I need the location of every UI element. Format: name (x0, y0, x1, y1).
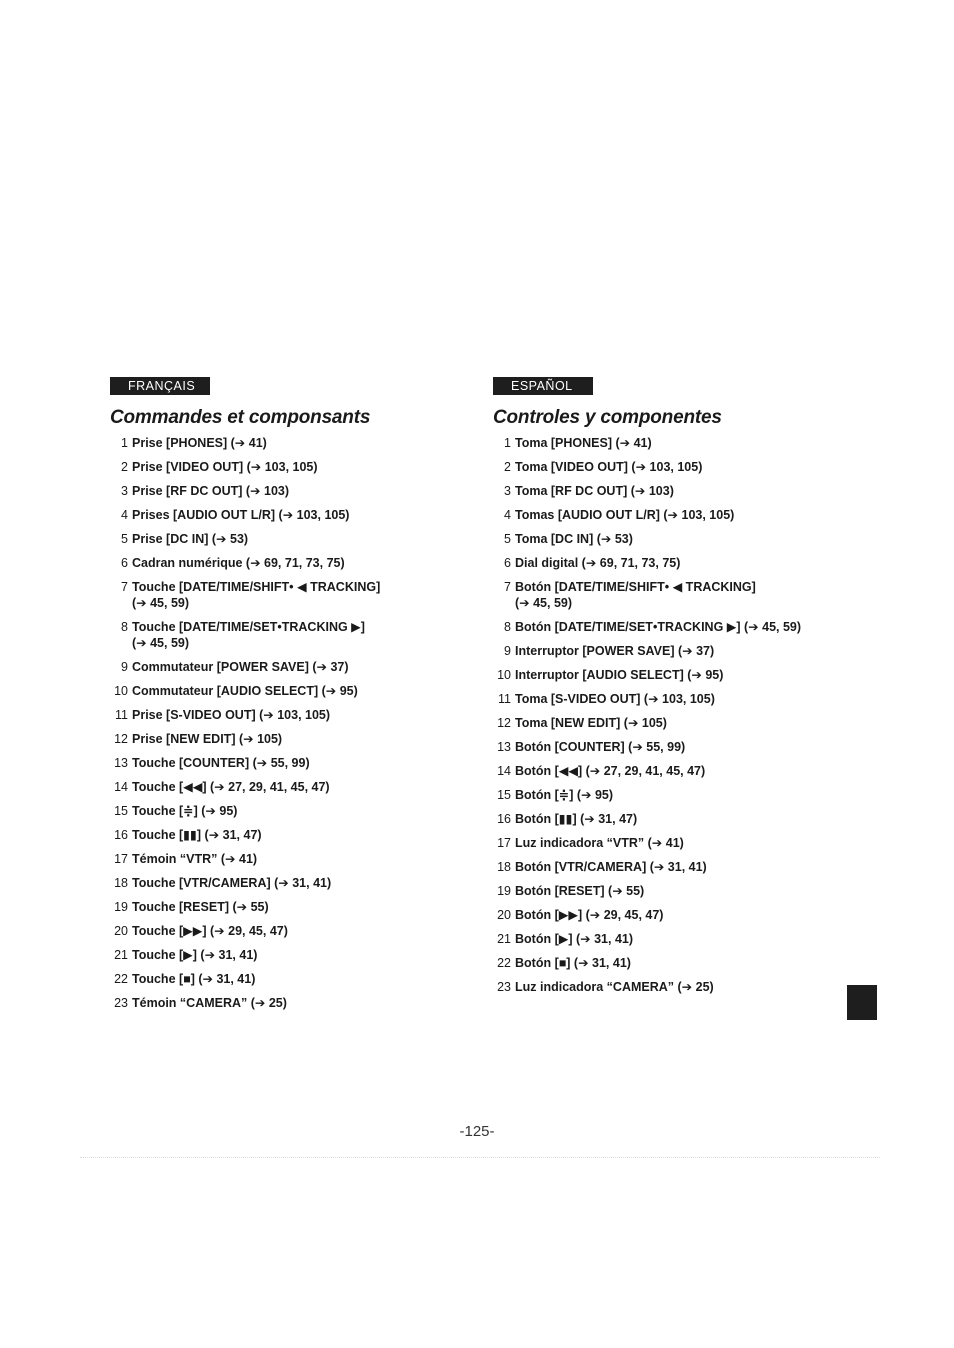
item-text: Luz indicadora “VTR” (➔ 41) (515, 836, 684, 850)
list-item (493, 667, 853, 683)
item-text: Botón [VTR/CAMERA] (➔ 31, 41) (515, 860, 707, 874)
item-text: Commutateur [AUDIO SELECT] (➔ 95) (132, 684, 358, 698)
item-number: 2 (504, 460, 511, 474)
item-number: 23 (114, 996, 128, 1010)
list-item (110, 779, 470, 795)
item-text: Toma [VIDEO OUT] (➔ 103, 105) (515, 460, 703, 474)
list-item (110, 947, 470, 963)
list-item (493, 715, 853, 731)
list-item (110, 579, 470, 611)
item-number: 1 (121, 436, 128, 450)
item-number: 19 (114, 900, 128, 914)
item-number: 3 (504, 484, 511, 498)
item-number: 12 (114, 732, 128, 746)
item-text: Touche [◀◀] (➔ 27, 29, 41, 45, 47) (132, 780, 330, 794)
item-text: Témoin “CAMERA” (➔ 25) (132, 996, 287, 1010)
list-item (110, 875, 470, 891)
page-number: -125- (459, 1123, 495, 1140)
list-item (110, 755, 470, 771)
item-number: 22 (497, 956, 511, 970)
item-text: Toma [PHONES] (➔ 41) (515, 436, 652, 450)
item-number: 14 (497, 764, 511, 778)
item-text: Interruptor [POWER SAVE] (➔ 37) (515, 644, 715, 658)
item-text: Interruptor [AUDIO SELECT] (➔ 95) (515, 668, 724, 682)
list-item (110, 707, 470, 723)
item-text: Tomas [AUDIO OUT L/R] (➔ 103, 105) (515, 508, 735, 522)
item-text: Touche [▶▶] (➔ 29, 45, 47) (132, 924, 288, 938)
item-text: Botón [◀◀] (➔ 27, 29, 41, 45, 47) (515, 764, 706, 778)
component-list-french (110, 435, 470, 1011)
list-item (493, 691, 853, 707)
item-number: 19 (497, 884, 511, 898)
item-text: Prise [DC IN] (➔ 53) (132, 532, 249, 546)
item-number: 8 (121, 620, 128, 634)
item-number: 14 (114, 780, 128, 794)
list-item (110, 827, 470, 843)
item-number: 4 (121, 508, 128, 522)
item-text: Touche [COUNTER] (➔ 55, 99) (132, 756, 310, 770)
item-text: Prise [VIDEO OUT] (➔ 103, 105) (132, 460, 318, 474)
section-title-french: Commandes et componsants (110, 407, 371, 428)
item-text: Botón [DATE/TIME/SHIFT• ◀ TRACKING] (➔ 45, 59) (515, 580, 756, 610)
list-item (493, 883, 853, 899)
list-item (110, 507, 470, 523)
item-text: Botón [■] (➔ 31, 41) (515, 956, 631, 970)
item-number: 17 (114, 852, 128, 866)
list-item (110, 899, 470, 915)
list-item (110, 731, 470, 747)
list-item (110, 851, 470, 867)
item-text: Prise [NEW EDIT] (➔ 105) (132, 732, 283, 746)
section-marker-tab (847, 985, 877, 1020)
item-text: Botón [DATE/TIME/SET•TRACKING ▶] (➔ 45, 59) (515, 620, 802, 634)
list-item (493, 907, 853, 923)
item-number: 11 (115, 708, 128, 722)
list-item (110, 923, 470, 939)
item-number: 20 (114, 924, 128, 938)
list-item (110, 555, 470, 571)
item-number: 18 (497, 860, 511, 874)
item-text: Toma [DC IN] (➔ 53) (515, 532, 633, 546)
item-text: Botón [≑] (➔ 95) (515, 788, 614, 802)
item-text: Touche [≑] (➔ 95) (132, 804, 238, 818)
spanish-column (493, 377, 853, 1003)
item-text: Commutateur [POWER SAVE] (➔ 37) (132, 660, 349, 674)
item-number: 5 (121, 532, 128, 546)
list-item (493, 507, 853, 523)
item-text: Botón [RESET] (➔ 55) (515, 884, 645, 898)
item-number: 10 (114, 684, 128, 698)
item-number: 23 (497, 980, 511, 994)
item-text: Prise [S-VIDEO OUT] (➔ 103, 105) (132, 708, 331, 722)
item-text: Touche [RESET] (➔ 55) (132, 900, 269, 914)
item-number: 21 (114, 948, 128, 962)
item-number: 13 (114, 756, 128, 770)
item-text: Toma [S-VIDEO OUT] (➔ 103, 105) (515, 692, 715, 706)
list-item (493, 555, 853, 571)
item-number: 4 (504, 508, 511, 522)
list-item (493, 835, 853, 851)
item-number: 6 (121, 556, 128, 570)
item-number: 17 (497, 836, 511, 850)
item-number: 7 (121, 580, 128, 594)
item-number: 10 (497, 668, 511, 682)
list-item (493, 619, 853, 635)
item-number: 16 (497, 812, 511, 826)
item-text: Luz indicadora “CAMERA” (➔ 25) (515, 980, 714, 994)
list-item (493, 459, 853, 475)
list-item (110, 483, 470, 499)
item-number: 18 (114, 876, 128, 890)
item-text: Prise [RF DC OUT] (➔ 103) (132, 484, 290, 498)
item-number: 1 (504, 436, 511, 450)
list-item (110, 995, 470, 1011)
item-text: Touche [■] (➔ 31, 41) (132, 972, 256, 986)
item-text: Touche [VTR/CAMERA] (➔ 31, 41) (132, 876, 332, 890)
item-number: 8 (504, 620, 511, 634)
language-tab-spanish: ESPAÑOL (493, 377, 593, 395)
list-item (110, 659, 470, 675)
section-title-spanish: Controles y componentes (493, 407, 722, 428)
item-number: 5 (504, 532, 511, 546)
item-text: Botón [▮▮] (➔ 31, 47) (515, 812, 638, 826)
item-number: 13 (497, 740, 511, 754)
item-text: Cadran numérique (➔ 69, 71, 73, 75) (132, 556, 345, 570)
item-text: Botón [COUNTER] (➔ 55, 99) (515, 740, 686, 754)
item-number: 11 (498, 692, 511, 706)
item-number: 6 (504, 556, 511, 570)
item-text: Témoin “VTR” (➔ 41) (132, 852, 258, 866)
item-text: Prises [AUDIO OUT L/R] (➔ 103, 105) (132, 508, 350, 522)
language-tab-french: FRANÇAIS (110, 377, 210, 395)
list-item (493, 787, 853, 803)
item-text: Touche [▶] (➔ 31, 41) (132, 948, 258, 962)
french-column (110, 377, 470, 1019)
item-number: 15 (114, 804, 128, 818)
list-item (110, 803, 470, 819)
component-list-spanish (493, 435, 853, 995)
list-item (110, 971, 470, 987)
item-number: 2 (121, 460, 128, 474)
list-item (110, 683, 470, 699)
list-item (493, 931, 853, 947)
item-text: Dial digital (➔ 69, 71, 73, 75) (515, 556, 681, 570)
item-number: 22 (114, 972, 128, 986)
item-text: Toma [NEW EDIT] (➔ 105) (515, 716, 667, 730)
item-number: 15 (497, 788, 511, 802)
list-item (493, 483, 853, 499)
list-item (493, 435, 853, 451)
list-item (493, 859, 853, 875)
item-number: 21 (497, 932, 511, 946)
list-item (493, 643, 853, 659)
list-item (493, 579, 853, 611)
item-text: Touche [DATE/TIME/SET•TRACKING ▶] (➔ 45, 59) (132, 620, 365, 650)
list-item (493, 979, 853, 995)
list-item (110, 435, 470, 451)
item-text: Toma [RF DC OUT] (➔ 103) (515, 484, 674, 498)
item-text: Botón [▶▶] (➔ 29, 45, 47) (515, 908, 664, 922)
list-item (110, 619, 470, 651)
item-number: 7 (504, 580, 511, 594)
list-item (110, 531, 470, 547)
item-number: 20 (497, 908, 511, 922)
item-number: 16 (114, 828, 128, 842)
footer-rule (80, 1157, 880, 1158)
list-item (493, 811, 853, 827)
item-number: 9 (121, 660, 128, 674)
item-number: 12 (497, 716, 511, 730)
item-text: Touche [▮▮] (➔ 31, 47) (132, 828, 262, 842)
item-number: 3 (121, 484, 128, 498)
item-number: 9 (504, 644, 511, 658)
list-item (493, 763, 853, 779)
item-text: Botón [▶] (➔ 31, 41) (515, 932, 634, 946)
item-text: Prise [PHONES] (➔ 41) (132, 436, 267, 450)
list-item (493, 739, 853, 755)
list-item (493, 955, 853, 971)
list-item (110, 459, 470, 475)
item-text: Touche [DATE/TIME/SHIFT• ◀ TRACKING] (➔ 45, 59) (132, 580, 381, 610)
list-item (493, 531, 853, 547)
